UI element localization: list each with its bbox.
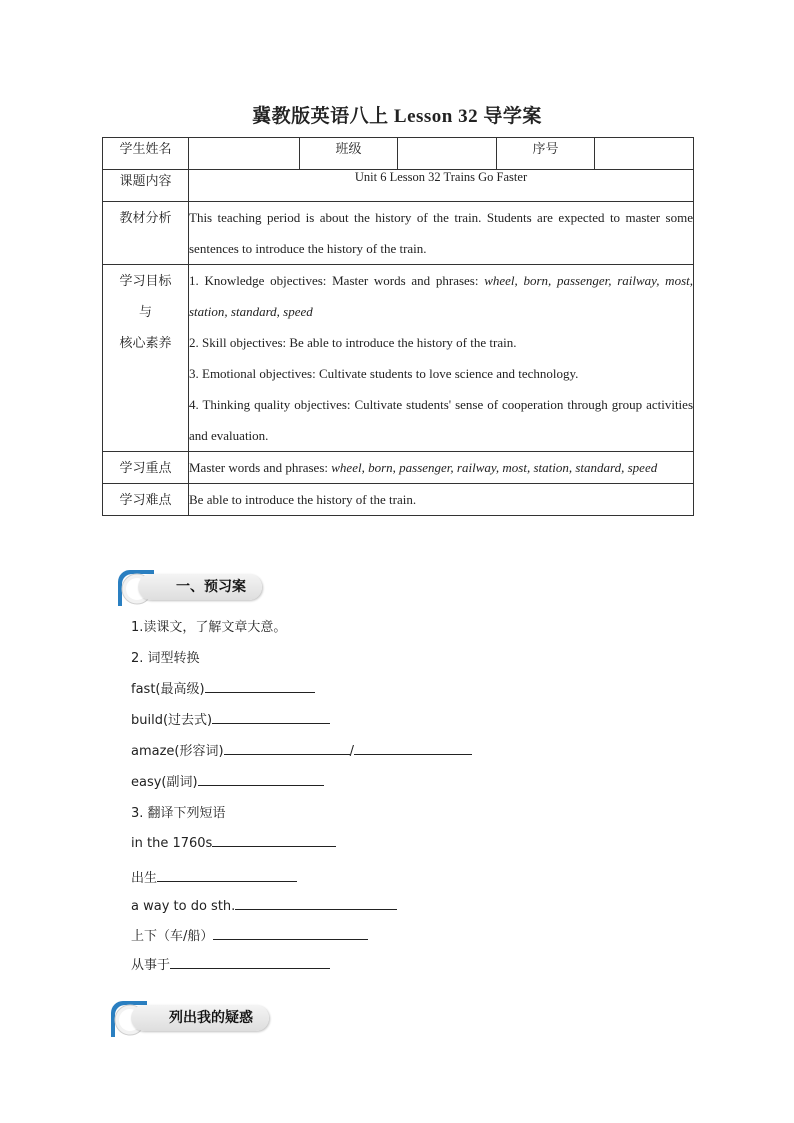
objectives-text (189, 265, 694, 452)
key-text: Master words and phrases: wheel, born, passenger, railway, most, station, standard, speed (189, 452, 694, 484)
answer-blank[interactable] (354, 741, 472, 755)
phrase-born: 出生 (131, 867, 297, 886)
answer-blank[interactable] (212, 833, 336, 847)
answer-blank[interactable] (224, 741, 350, 755)
objective-4: 4. Thinking quality objectives: Cultivate students' sense of cooperation through group activities and evaluation. (189, 397, 693, 443)
difficulty-label: 学习难点 (103, 484, 189, 516)
preview-item-3: 3. 翻译下列短语 (131, 806, 226, 821)
class-field[interactable] (398, 138, 497, 170)
word-form-build: build(过去式) (131, 709, 330, 728)
section2-header (109, 1001, 269, 1031)
objectives-label-line2: 与 (138, 304, 152, 319)
answer-blank[interactable] (157, 868, 297, 882)
topic-value: Unit 6 Lesson 32 Trains Go Faster (189, 170, 694, 202)
preview-item-1: 1.读课文，了解文章大意。 (131, 620, 287, 635)
phrase-1760s: in the 1760s (131, 833, 336, 851)
answer-blank[interactable] (213, 926, 368, 940)
analysis-text: This teaching period is about the history of the train. Students are expected to master some sentences to introduce the history of the train. (189, 202, 694, 265)
difficulty-text: Be able to introduce the history of the train. (189, 484, 694, 516)
phrase-engage: 从事于 (131, 954, 330, 973)
info-table (102, 137, 694, 516)
name-label: 学生姓名 (103, 138, 189, 170)
answer-blank[interactable] (198, 772, 324, 786)
objective-2: 2. Skill objectives: Be able to introduce the history of the train. (189, 335, 517, 350)
answer-blank[interactable] (170, 955, 330, 969)
answer-blank[interactable] (212, 710, 330, 724)
objectives-label-line1: 学习目标 (119, 273, 172, 288)
name-field[interactable] (189, 138, 300, 170)
word-form-amaze: amaze(形容词) / (131, 740, 472, 759)
answer-blank[interactable] (205, 679, 315, 693)
topic-label: 课题内容 (103, 170, 189, 202)
objectives-label-line3: 核心素养 (119, 335, 172, 350)
objective-3: 3. Emotional objectives: Cultivate students to love science and technology. (189, 366, 579, 381)
number-field[interactable] (595, 138, 694, 170)
section2-title: 列出我的疑惑 (131, 1005, 269, 1031)
number-label: 序号 (497, 138, 595, 170)
answer-blank[interactable] (235, 896, 397, 910)
class-label: 班级 (300, 138, 398, 170)
preview-item-2: 2. 词型转换 (131, 651, 200, 666)
section1-title: 一、预习案 (138, 574, 262, 600)
section1-header (116, 570, 276, 600)
key-label: 学习重点 (103, 452, 189, 484)
word-form-fast: fast(最高级) (131, 678, 315, 697)
objective-1: 1. Knowledge objectives: Master words and phrases: wheel, born, passenger, railway, most, station, standard, speed (189, 273, 693, 319)
page-title: 冀教版英语八上 Lesson 32 导学案 (252, 106, 542, 127)
word-form-easy: easy(副词) (131, 771, 324, 790)
phrase-get-on-off: 上下（车/船） (131, 925, 368, 944)
analysis-label: 教材分析 (103, 202, 189, 265)
phrase-way: a way to do sth. (131, 896, 397, 914)
objectives-label (103, 265, 189, 452)
